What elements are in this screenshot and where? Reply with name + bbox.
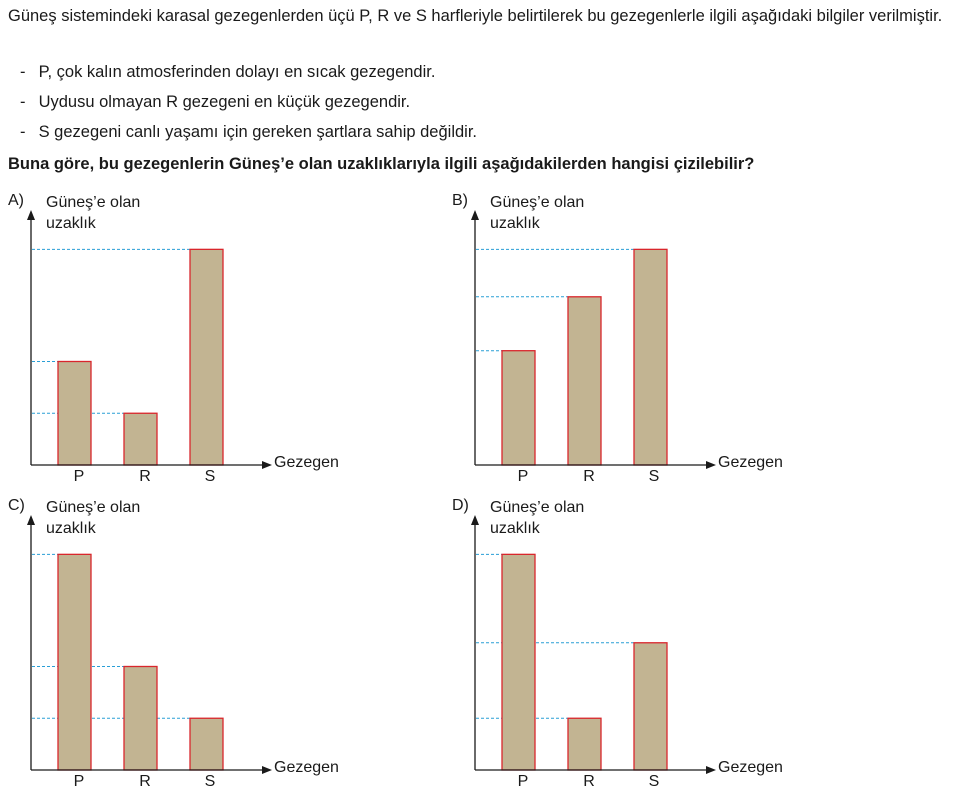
question-intro: Güneş sistemindeki karasal gezegenlerden üçü P, R ve S harfleriyle belirtilerek bu gezegenlerle ilgili aşağıdaki bilgiler verilmiştir. (8, 7, 943, 25)
x-tick-label: R (139, 468, 151, 485)
bar-plot (8, 192, 388, 492)
bar-plot (8, 497, 388, 797)
bullet-dash-icon: - (20, 123, 26, 141)
y-axis-arrow-icon (471, 515, 479, 525)
x-axis-label: Gezegen (274, 454, 339, 471)
info-item (20, 90, 477, 120)
info-list (20, 60, 477, 150)
bar-S (190, 249, 223, 465)
x-axis-label: Gezegen (718, 454, 783, 471)
info-item (20, 120, 477, 150)
bar-R (124, 413, 157, 465)
info-item (20, 60, 477, 90)
x-tick-label: S (204, 773, 216, 790)
x-axis-arrow-icon (262, 766, 272, 774)
bar-S (634, 249, 667, 465)
option-b-chart[interactable] (452, 192, 832, 492)
option-d-chart[interactable] (452, 497, 832, 797)
x-axis-arrow-icon (706, 461, 716, 469)
x-tick-label: P (517, 773, 529, 790)
x-axis-arrow-icon (706, 766, 716, 774)
option-label: A) (8, 192, 24, 209)
bar-P (58, 361, 91, 465)
x-axis-label: Gezegen (274, 759, 339, 776)
x-axis-label: Gezegen (718, 759, 783, 776)
bar-R (568, 718, 601, 770)
x-tick-label: S (204, 468, 216, 485)
x-tick-label: S (648, 773, 660, 790)
bar-R (124, 666, 157, 770)
x-tick-label: P (73, 468, 85, 485)
bullet-dash-icon: - (20, 93, 26, 111)
bar-S (190, 718, 223, 770)
question-prompt: Buna göre, bu gezegenlerin Güneş’e olan uzaklıklarıyla ilgili aşağıdakilerden hangisi çizilebilir? (8, 155, 755, 173)
x-tick-label: P (517, 468, 529, 485)
y-axis-arrow-icon (471, 210, 479, 220)
option-label: B) (452, 192, 468, 209)
bar-plot (452, 192, 832, 492)
option-label: C) (8, 497, 25, 514)
x-axis-arrow-icon (262, 461, 272, 469)
option-label: D) (452, 497, 469, 514)
bar-P (502, 351, 535, 465)
bar-plot (452, 497, 832, 797)
bullet-dash-icon: - (20, 63, 26, 81)
bar-P (502, 554, 535, 770)
y-axis-label: Güneş’e olan uzaklık (490, 194, 585, 232)
x-tick-label: S (648, 468, 660, 485)
option-a-chart[interactable] (8, 192, 388, 492)
y-axis-label: Güneş’e olan uzaklık (46, 499, 141, 537)
bar-S (634, 643, 667, 770)
option-c-chart[interactable] (8, 497, 388, 797)
y-axis-label: Güneş’e olan uzaklık (46, 194, 141, 232)
bar-R (568, 297, 601, 465)
y-axis-arrow-icon (27, 210, 35, 220)
y-axis-arrow-icon (27, 515, 35, 525)
x-tick-label: R (139, 773, 151, 790)
x-tick-label: R (583, 468, 595, 485)
bar-P (58, 554, 91, 770)
x-tick-label: R (583, 773, 595, 790)
info-text: Uydusu olmayan R gezegeni en küçük gezegendir. (38, 93, 411, 111)
info-text: P, çok kalın atmosferinden dolayı en sıcak gezegendir. (38, 63, 436, 81)
y-axis-label: Güneş’e olan uzaklık (490, 499, 585, 537)
info-text: S gezegeni canlı yaşamı için gereken şartlara sahip değildir. (38, 123, 478, 141)
x-tick-label: P (73, 773, 85, 790)
